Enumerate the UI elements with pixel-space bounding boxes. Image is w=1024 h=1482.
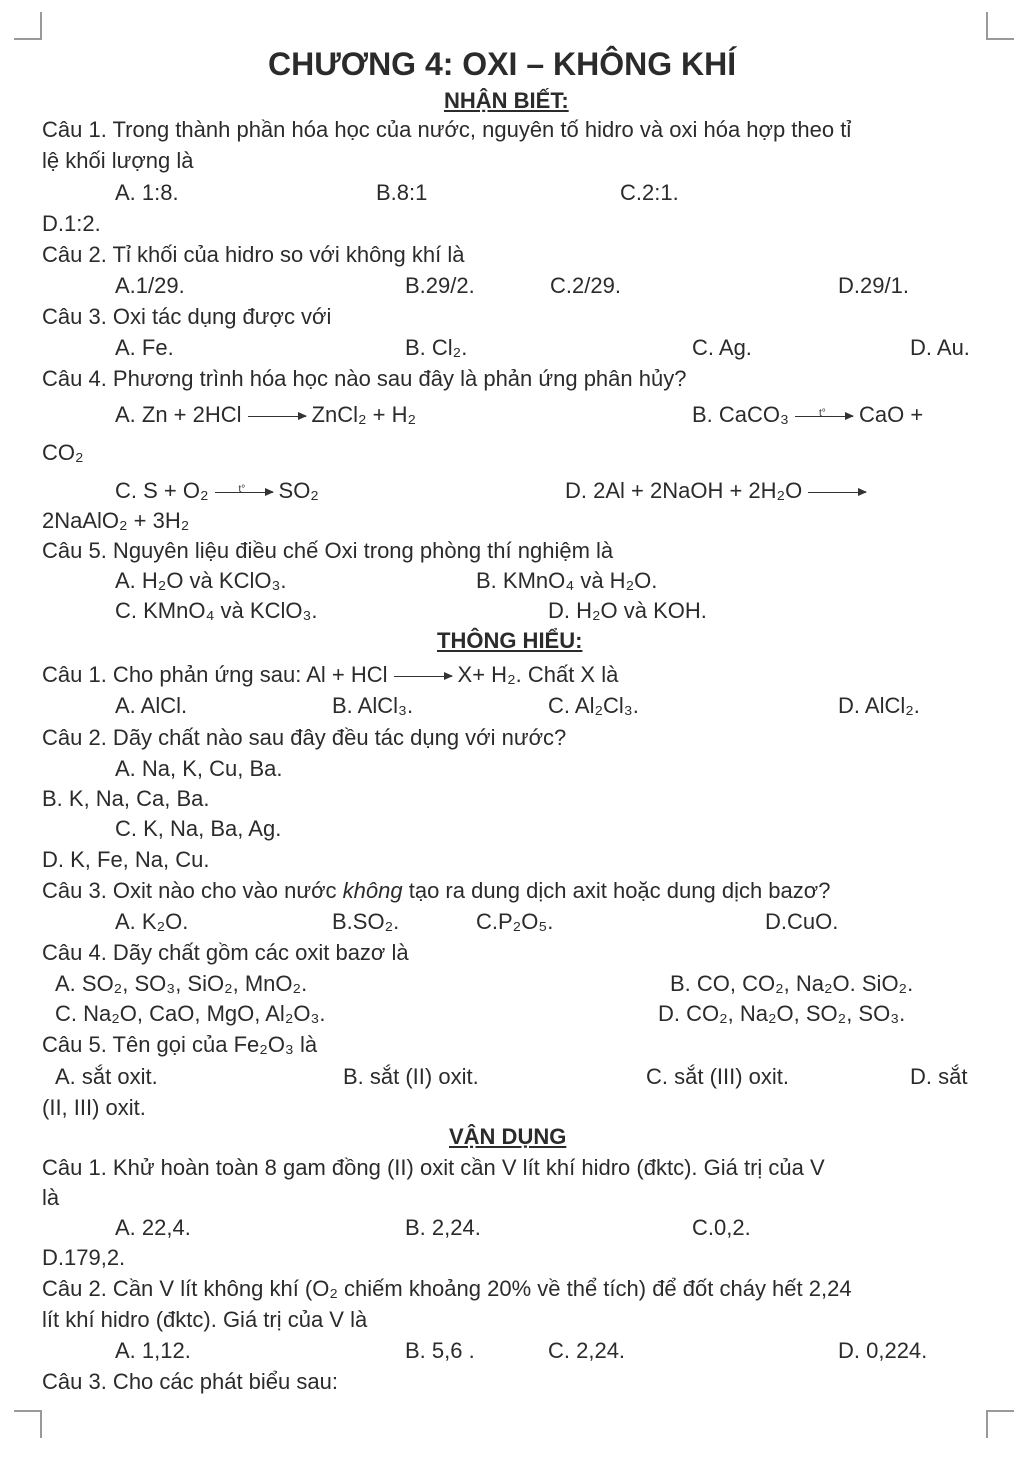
question-stem: Câu 3. Cho các phát biểu sau:	[42, 1369, 338, 1394]
answer-option: A. 1,12.	[115, 1338, 191, 1363]
equation-products: SO₂	[278, 478, 319, 503]
question-stem: Câu 2. Dãy chất nào sau đây đều tác dụng với nước?	[42, 725, 567, 750]
question-stem-text: tạo ra dung dịch axit hoặc dung dịch bazơ?	[402, 878, 831, 903]
section-heading-thong-hieu: THÔNG HIỂU:	[437, 628, 583, 653]
crop-mark-bottom-right	[986, 1410, 1014, 1438]
question-stem: Câu 2. Tỉ khối của hidro so với không khí là	[42, 242, 465, 267]
question-stem: Câu 5. Nguyên liệu điều chế Oxi trong phòng thí nghiệm là	[42, 538, 614, 563]
answer-option: A. Fe.	[115, 335, 174, 360]
reaction-arrow-icon	[394, 676, 452, 677]
question-stem: Câu 1. Trong thành phần hóa học của nước, nguyên tố hidro và oxi hóa hợp theo tỉ	[42, 117, 852, 142]
answer-option: D. 0,224.	[838, 1338, 928, 1363]
question-stem: là	[42, 1185, 60, 1210]
reaction-arrow-icon	[215, 492, 273, 493]
answer-option: B. AlCl₃.	[332, 693, 414, 718]
answer-option: A.1/29.	[115, 273, 185, 298]
question-stem: lệ khối lượng là	[42, 148, 194, 173]
answer-option: C.2/29.	[550, 273, 621, 298]
answer-option: D. Au.	[910, 335, 970, 360]
equation-reactants: A. Zn + 2HCl	[115, 402, 242, 427]
answer-option	[115, 402, 416, 428]
question-stem	[42, 662, 618, 688]
question-stem: Câu 4. Phương trình hóa học nào sau đây là phản ứng phân hủy?	[42, 366, 687, 391]
answer-option: C. Na₂O, CaO, MgO, Al₂O₃.	[55, 1001, 326, 1026]
question-stem: Câu 3. Oxi tác dụng được với	[42, 304, 332, 329]
equation-continuation: CO₂	[42, 440, 84, 465]
answer-option: C. Al₂Cl₃.	[548, 693, 639, 718]
question-stem	[42, 878, 830, 904]
answer-option: D. H₂O và KOH.	[548, 598, 707, 623]
answer-option: B. K, Na, Ca, Ba.	[42, 786, 210, 811]
section-heading-nhan-biet: NHẬN BIẾT:	[444, 88, 569, 113]
page-title: CHƯƠNG 4: OXI – KHÔNG KHÍ	[268, 46, 737, 82]
answer-option	[692, 402, 923, 428]
answer-option: B. CO, CO₂, Na₂O. SiO₂.	[670, 971, 914, 996]
answer-option: D.CuO.	[765, 909, 839, 934]
equation-reactants: B. CaCO₃	[692, 402, 789, 427]
answer-option: B. Cl₂.	[405, 335, 468, 360]
question-stem: Câu 1. Khử hoàn toàn 8 gam đồng (II) oxit cần V lít khí hidro (đktc). Giá trị của V	[42, 1155, 825, 1180]
answer-option	[565, 478, 872, 504]
answer-option: A. AlCl.	[115, 693, 188, 718]
answer-option: C. KMnO₄ và KClO₃.	[115, 598, 318, 623]
answer-option: C. 2,24.	[548, 1338, 626, 1363]
answer-option: B. sắt (II) oxit.	[343, 1064, 479, 1089]
answer-option: C. sắt (III) oxit.	[646, 1064, 790, 1089]
question-stem: lít khí hidro (đktc). Giá trị của V là	[42, 1307, 368, 1332]
reaction-arrow-icon	[808, 492, 866, 493]
answer-option: A. Na, K, Cu, Ba.	[115, 756, 283, 781]
answer-option: C. Ag.	[692, 335, 752, 360]
question-stem: Câu 2. Cần V lít không khí (O₂ chiếm khoảng 20% về thể tích) để đốt cháy hết 2,24	[42, 1276, 852, 1301]
reaction-arrow-icon	[795, 416, 853, 417]
crop-mark-bottom-left	[14, 1410, 42, 1438]
answer-option: D.1:2.	[42, 211, 101, 236]
crop-mark-top-left	[14, 12, 42, 40]
crop-mark-top-right	[986, 12, 1014, 40]
answer-option: A. H₂O và KClO₃.	[115, 568, 287, 593]
equation-reactants: D. 2Al + 2NaOH + 2H₂O	[565, 478, 803, 503]
answer-option: D.29/1.	[838, 273, 909, 298]
answer-option: D.179,2.	[42, 1245, 126, 1270]
answer-option: A. K₂O.	[115, 909, 189, 934]
answer-option: D. K, Fe, Na, Cu.	[42, 847, 210, 872]
question-stem: Câu 5. Tên gọi của Fe₂O₃ là	[42, 1032, 318, 1057]
question-stem: Câu 4. Dãy chất gồm các oxit bazơ là	[42, 940, 409, 965]
answer-option: A. sắt oxit.	[55, 1064, 158, 1089]
answer-option: A. 1:8.	[115, 180, 179, 205]
equation-products: ZnCl₂ + H₂	[311, 402, 417, 427]
answer-continuation: (II, III) oxit.	[42, 1095, 146, 1120]
answer-option: C.2:1.	[620, 180, 679, 205]
answer-option: C. K, Na, Ba, Ag.	[115, 816, 282, 841]
answer-option: B.29/2.	[405, 273, 475, 298]
answer-option: D. sắt	[910, 1064, 968, 1089]
reaction-arrow-icon	[248, 416, 306, 417]
answer-option: A. 22,4.	[115, 1215, 191, 1240]
emphasis-text: không	[342, 878, 403, 903]
answer-option: A. SO₂, SO₃, SiO₂, MnO₂.	[55, 971, 308, 996]
answer-option: B.8:1	[376, 180, 428, 205]
answer-option: C.0,2.	[692, 1215, 751, 1240]
section-heading-van-dung: VẬN DỤNG	[449, 1124, 567, 1149]
answer-option: B. KMnO₄ và H₂O.	[476, 568, 658, 593]
answer-option: B. 5,6 .	[405, 1338, 475, 1363]
question-stem-right: X+ H₂. Chất X là	[457, 662, 619, 687]
answer-option	[115, 478, 319, 504]
answer-option: D. AlCl₂.	[838, 693, 920, 718]
answer-option: C.P₂O₅.	[476, 909, 554, 934]
question-stem-left: Câu 1. Cho phản ứng sau: Al + HCl	[42, 662, 388, 687]
answer-option: B. 2,24.	[405, 1215, 481, 1240]
equation-products: CaO +	[858, 402, 924, 427]
equation-continuation: 2NaAlO₂ + 3H₂	[42, 508, 190, 533]
answer-option: B.SO₂.	[332, 909, 400, 934]
equation-reactants: C. S + O₂	[115, 478, 209, 503]
answer-option: D. CO₂, Na₂O, SO₂, SO₃.	[658, 1001, 906, 1026]
question-stem-text: Câu 3. Oxit nào cho vào nước	[42, 878, 343, 903]
